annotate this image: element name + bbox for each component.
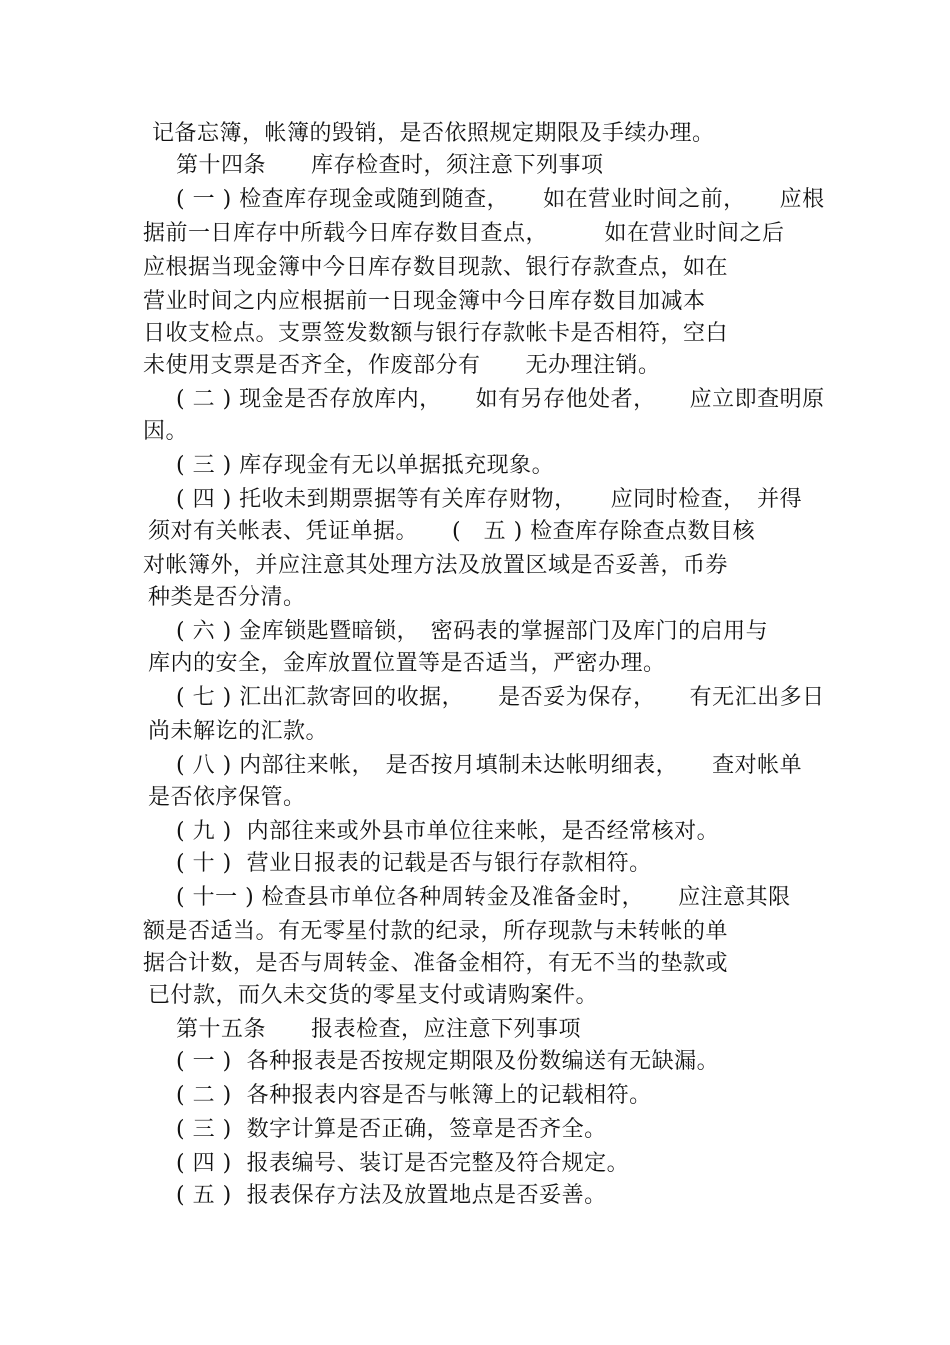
text-line: 已付款，而久未交货的零星支付或请购案件。 <box>148 983 599 1008</box>
text-line: ( 二 ) 各种报表内容是否与帐簿上的记载相符。 <box>176 1083 652 1108</box>
text-line: ( 十一 ) 检查县市单位各种周转金及准备金时， 应注意其限 <box>176 885 791 910</box>
text-line: 对帐簿外，并应注意其处理方法及放置区域是否妥善，币券 <box>143 553 729 578</box>
text-line: 记备忘簿，帐簿的毁销，是否依照规定期限及手续办理。 <box>152 121 715 146</box>
text-line: 据合计数，是否与周转金、准备金相符，有无不当的垫款或 <box>143 951 729 976</box>
text-line: ( 四 ) 报表编号、装订是否完整及符合规定。 <box>176 1151 630 1176</box>
text-line: 营业时间之内应根据前一日现金簿中今日库存数目加减本 <box>143 289 706 314</box>
text-line: 应根据当现金簿中今日库存数目现款、银行存款查点，如在 <box>143 255 729 280</box>
text-line: 因。 <box>143 419 189 444</box>
text-line: ( 五 ) 报表保存方法及放置地点是否妥善。 <box>176 1183 607 1208</box>
text-line: ( 一 ) 检查库存现金或随到随查， 如在营业时间之前， 应根 <box>176 187 825 212</box>
text-line: ( 三 ) 数字计算是否正确，签章是否齐全。 <box>176 1117 607 1142</box>
text-line: 日收支检点。支票签发数额与银行存款帐卡是否相符，空白 <box>143 321 729 346</box>
text-line: ( 七 ) 汇出汇款寄回的收据， 是否妥为保存， 有无汇出多日 <box>176 685 825 710</box>
text-line: 种类是否分清。 <box>148 585 306 610</box>
article-heading: 第十五条 报表检查，应注意下列事项 <box>176 1017 582 1042</box>
text-line: ( 一 ) 各种报表是否按规定期限及份数编送有无缺漏。 <box>176 1049 720 1074</box>
text-line: 须对有关帐表、凭证单据。 ( 五 ) 检查库存除查点数目核 <box>148 519 756 544</box>
text-line: 库内的安全，金库放置位置等是否适当，严密办理。 <box>148 651 666 676</box>
text-line: 未使用支票是否齐全，作废部分有 无办理注销。 <box>143 353 661 378</box>
text-line: ( 十 ) 营业日报表的记载是否与银行存款相符。 <box>176 851 652 876</box>
article-heading: 第十四条 库存检查时，须注意下列事项 <box>176 153 604 178</box>
text-line: 是否依序保管。 <box>148 785 306 810</box>
text-line: 额是否适当。有无零星付款的纪录，所存现款与未转帐的单 <box>143 919 729 944</box>
text-line: ( 六 ) 金库锁匙暨暗锁， 密码表的掌握部门及库门的启用与 <box>176 619 769 644</box>
text-line: ( 九 ) 内部往来或外县市单位往来帐，是否经常核对。 <box>176 819 720 844</box>
text-line: ( 二 ) 现金是否存放库内， 如有另存他处者， 应立即查明原 <box>176 387 825 412</box>
text-line: ( 八 ) 内部往来帐， 是否按月填制未达帐明细表， 查对帐单 <box>176 753 803 778</box>
text-line: ( 四 ) 托收未到期票据等有关库存财物， 应同时检查， 并得 <box>176 487 803 512</box>
text-line: 据前一日库存中所载今日库存数目查点， 如在营业时间之后 <box>143 221 785 246</box>
text-line: 尚未解讫的汇款。 <box>148 719 329 744</box>
text-line: ( 三 ) 库存现金有无以单据抵充现象。 <box>176 453 555 478</box>
